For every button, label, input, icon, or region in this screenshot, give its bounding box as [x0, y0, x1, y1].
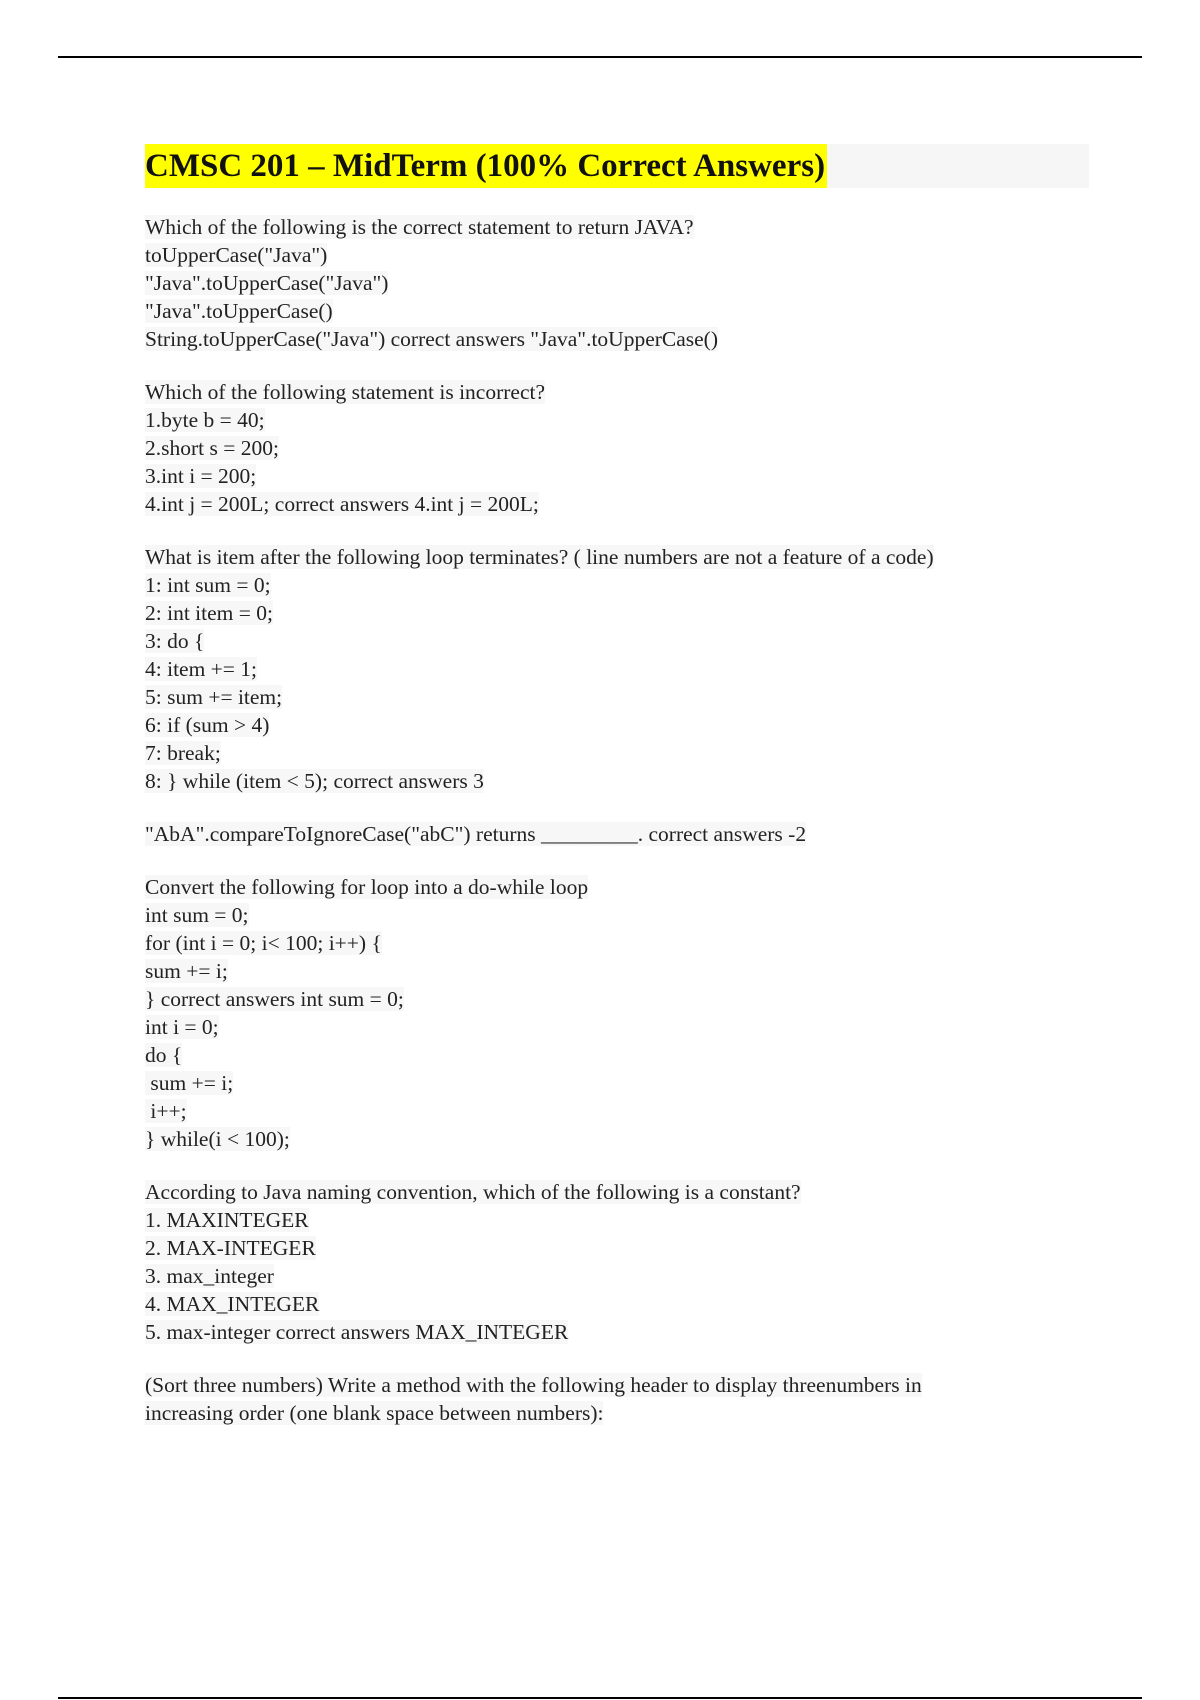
answer-text: String.toUpperCase("Java") correct answers "Java".toUpperCase(): [145, 327, 719, 351]
question-5: [145, 873, 1089, 1153]
question-line: What is item after the following loop terminates? ( line numbers are not a feature of a code): [145, 545, 934, 569]
code-text: for (int i = 0; i< 100; i++) {: [145, 931, 382, 955]
question-text: [145, 543, 1089, 571]
question-line: Which of the following is the correct statement to return JAVA?: [145, 215, 694, 239]
title-band: [145, 144, 1089, 188]
option-text: 3. max_integer: [145, 1264, 274, 1288]
answer-text: } correct answers int sum = 0;: [145, 987, 404, 1011]
code-line: [145, 571, 1089, 599]
code-line: [145, 627, 1089, 655]
answer-text: 8: } while (item < 5); correct answers 3: [145, 769, 484, 793]
code-line: [145, 1069, 1089, 1097]
option-text: toUpperCase("Java"): [145, 243, 328, 267]
question-text: [145, 1178, 1089, 1206]
question-text: [145, 1371, 1089, 1399]
code-line: [145, 1041, 1089, 1069]
code-line: [145, 901, 1089, 929]
option-line: [145, 434, 1089, 462]
code-text: 4: item += 1;: [145, 657, 258, 681]
code-text: 5: sum += item;: [145, 685, 283, 709]
option-text: "Java".toUpperCase(): [145, 299, 333, 323]
answer-line: [145, 767, 1089, 795]
option-line: [145, 1290, 1089, 1318]
code-line: [145, 599, 1089, 627]
code-text: int i = 0;: [145, 1015, 219, 1039]
question-4: [145, 820, 1089, 848]
code-text: 3: do {: [145, 629, 205, 653]
answer-text: 4.int j = 200L; correct answers 4.int j = 200L;: [145, 492, 539, 516]
code-text: } while(i < 100);: [145, 1127, 290, 1151]
option-text: 1. MAXINTEGER: [145, 1208, 309, 1232]
option-text: 1.byte b = 40;: [145, 408, 265, 432]
code-text: i++;: [145, 1099, 187, 1123]
option-text: 2.short s = 200;: [145, 436, 279, 460]
code-line: [145, 1097, 1089, 1125]
code-text: sum += i;: [145, 959, 228, 983]
question-text: [145, 873, 1089, 901]
option-line: [145, 462, 1089, 490]
question-line: increasing order (one blank space between numbers):: [145, 1401, 604, 1425]
question-2: [145, 378, 1089, 518]
question-line: "AbA".compareToIgnoreCase("abC") returns _________. correct answers -2: [145, 822, 807, 846]
question-3: [145, 543, 1089, 795]
bottom-rule: [58, 1697, 1142, 1699]
answer-line: [145, 1318, 1089, 1346]
question-line: (Sort three numbers) Write a method with the following header to display threenumbers in: [145, 1373, 922, 1397]
top-rule: [58, 56, 1142, 58]
option-text: 3.int i = 200;: [145, 464, 257, 488]
question-text: [145, 213, 1089, 241]
question-1: [145, 213, 1089, 353]
code-text: 2: int item = 0;: [145, 601, 273, 625]
answer-text: 5. max-integer correct answers MAX_INTEGER: [145, 1320, 569, 1344]
code-line: [145, 739, 1089, 767]
answer-line: [145, 820, 1089, 848]
option-line: [145, 241, 1089, 269]
answer-line: [145, 490, 1089, 518]
document-body: [145, 144, 1089, 1427]
question-6: [145, 1178, 1089, 1346]
code-line: [145, 683, 1089, 711]
code-text: 6: if (sum > 4): [145, 713, 270, 737]
option-text: "Java".toUpperCase("Java"): [145, 271, 389, 295]
question-line: According to Java naming convention, which of the following is a constant?: [145, 1180, 801, 1204]
question-line: Which of the following statement is incorrect?: [145, 380, 546, 404]
code-text: 7: break;: [145, 741, 221, 765]
question-line: Convert the following for loop into a do-while loop: [145, 875, 589, 899]
code-line: [145, 1125, 1089, 1153]
option-line: [145, 1206, 1089, 1234]
question-text: [145, 378, 1089, 406]
option-text: 4. MAX_INTEGER: [145, 1292, 320, 1316]
code-text: sum += i;: [145, 1071, 234, 1095]
option-line: [145, 1234, 1089, 1262]
option-line: [145, 297, 1089, 325]
option-line: [145, 406, 1089, 434]
question-7: [145, 1371, 1089, 1427]
code-text: do {: [145, 1043, 183, 1067]
answer-line: [145, 985, 1089, 1013]
code-text: int sum = 0;: [145, 903, 249, 927]
code-line: [145, 1013, 1089, 1041]
code-line: [145, 655, 1089, 683]
code-text: 1: int sum = 0;: [145, 573, 271, 597]
code-line: [145, 711, 1089, 739]
code-line: [145, 929, 1089, 957]
code-line: [145, 957, 1089, 985]
question-text: [145, 1399, 1089, 1427]
option-line: [145, 269, 1089, 297]
option-line: [145, 1262, 1089, 1290]
answer-line: [145, 325, 1089, 353]
document-title: CMSC 201 – MidTerm (100% Correct Answers): [145, 144, 827, 188]
option-text: 2. MAX-INTEGER: [145, 1236, 316, 1260]
